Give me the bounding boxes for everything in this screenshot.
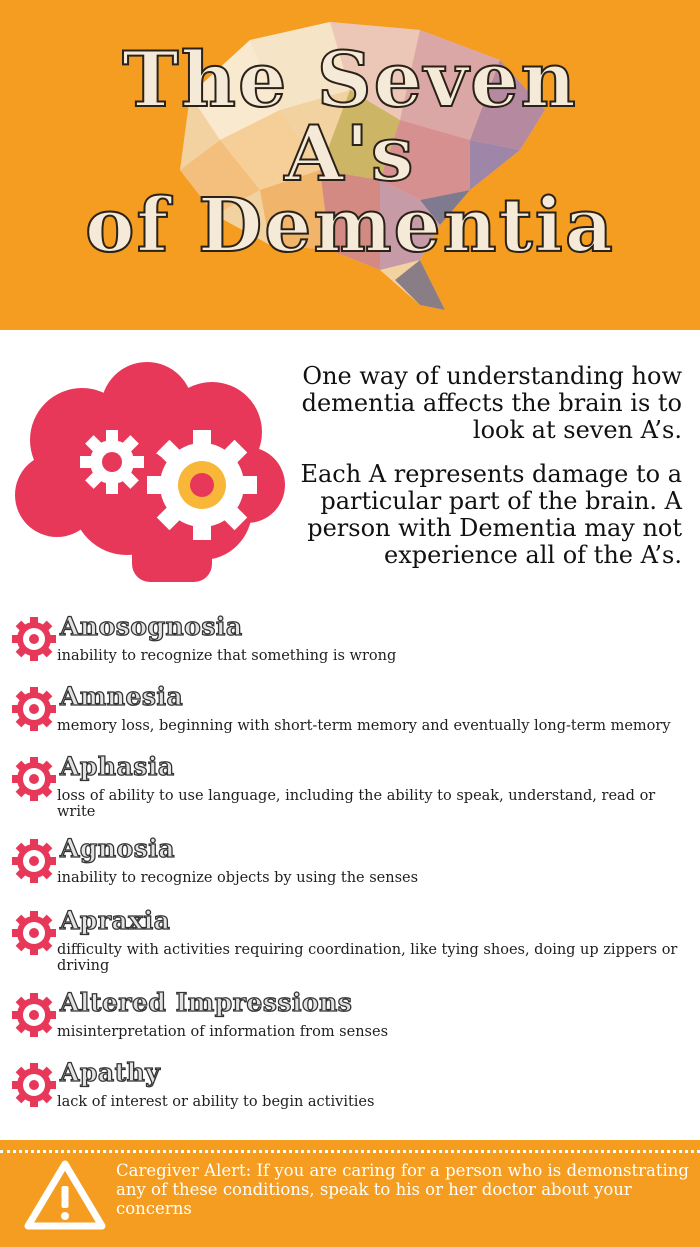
intro-text xyxy=(262,363,682,586)
warning-icon xyxy=(22,1158,108,1232)
page-title xyxy=(0,35,700,269)
item-description: misinterpretation of information from senses xyxy=(57,1024,389,1040)
title-line-1: The Seven xyxy=(122,35,578,124)
header-banner xyxy=(0,0,700,330)
dotted-divider xyxy=(0,1150,700,1153)
gear-icon xyxy=(11,838,57,884)
item-description: lack of interest or ability to begin activities xyxy=(57,1094,375,1110)
item-description: difficulty with activities requiring coordination, like tying shoes, doing up zippers or driving xyxy=(57,942,678,974)
caregiver-alert-footer xyxy=(0,1140,700,1247)
gear-icon xyxy=(11,616,57,662)
gear-icon xyxy=(11,910,57,956)
item-name: Apathy xyxy=(60,1058,161,1087)
item-name: Altered Impressions xyxy=(60,988,353,1017)
item-name: Aphasia xyxy=(60,752,175,781)
gear-icon xyxy=(11,756,57,802)
item-name: Anosognosia xyxy=(60,612,243,641)
item-description: inability to recognize objects by using the senses xyxy=(57,870,419,886)
caregiver-alert-text: Caregiver Alert: If you are caring for a person who is demonstrating any of these conditions, speak to his or her doctor about your concerns xyxy=(116,1161,689,1218)
gear-icon xyxy=(11,1062,57,1108)
item-name: Apraxia xyxy=(60,906,171,935)
brain-gears-icon xyxy=(12,360,292,595)
gear-icon xyxy=(11,686,57,732)
item-description: memory loss, beginning with short-term memory and eventually long-term memory xyxy=(57,718,671,734)
gear-icon xyxy=(11,992,57,1038)
title-line-2: A's xyxy=(284,109,416,198)
item-name: Agnosia xyxy=(60,834,175,863)
title-line-3: of Dementia xyxy=(85,183,615,269)
item-name: Amnesia xyxy=(60,682,184,711)
intro-paragraph-1: One way of understanding how dementia affects the brain is to look at seven A’s. xyxy=(301,362,682,444)
intro-paragraph-2: Each A represents damage to a particular part of the brain. A person with Dementia may not experience all of the A’s. xyxy=(300,460,682,569)
item-description: inability to recognize that something is wrong xyxy=(57,648,397,664)
item-description: loss of ability to use language, including the ability to speak, understand, read or write xyxy=(57,788,656,820)
